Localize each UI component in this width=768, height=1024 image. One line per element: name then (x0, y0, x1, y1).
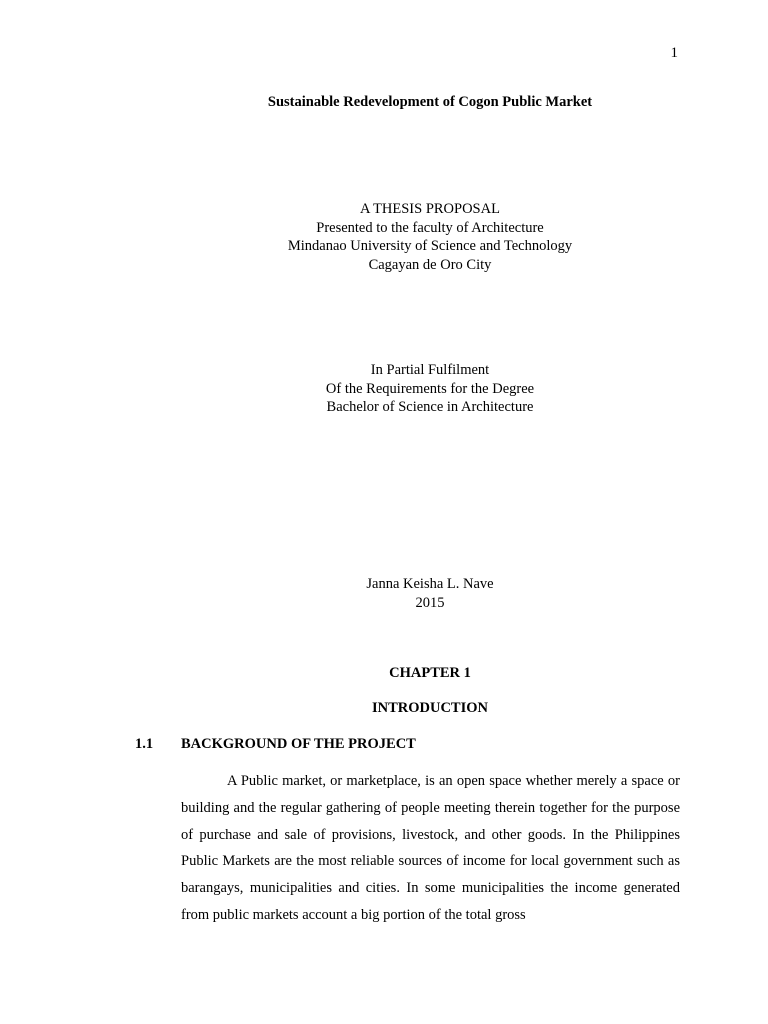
proposal-line: Cagayan de Oro City (368, 256, 492, 273)
body-paragraph: A Public market, or marketplace, is an open space whether merely a space or building and the regular gathering of people meeting therein together for the purpose of purchase and sale of provisions, livestock, and other goods. In the Philippines Public Markets are the most reliable sources of income for local government such as barangays, municipalities and cities. In some municipalities the income generated from public markets account a big portion of the total gross (181, 773, 680, 923)
introduction-heading: INTRODUCTION (371, 700, 488, 716)
partial-fulfilment-block (0, 361, 768, 417)
section-title: BACKGROUND OF THE PROJECT (181, 736, 416, 752)
author-block (0, 575, 768, 612)
partial-line: In Partial Fulfilment (370, 362, 490, 378)
chapter-heading: CHAPTER 1 (389, 665, 471, 681)
thesis-title: Sustainable Redevelopment of Cogon Public Market (267, 94, 593, 110)
section-number: 1.1 (135, 736, 154, 752)
page-number: 1 (670, 45, 678, 61)
author-year: 2015 (415, 594, 445, 611)
partial-line: Of the Requirements for the Degree (325, 380, 535, 397)
partial-line: Bachelor of Science in Architecture (326, 399, 534, 415)
proposal-block (0, 200, 768, 274)
author-name: Janna Keisha L. Nave (366, 576, 494, 592)
proposal-line: Presented to the faculty of Architecture (316, 219, 544, 236)
body-text (181, 768, 680, 929)
proposal-line: Mindanao University of Science and Technology (287, 238, 573, 254)
proposal-line: A THESIS PROPOSAL (360, 201, 500, 217)
section-heading (135, 736, 416, 753)
